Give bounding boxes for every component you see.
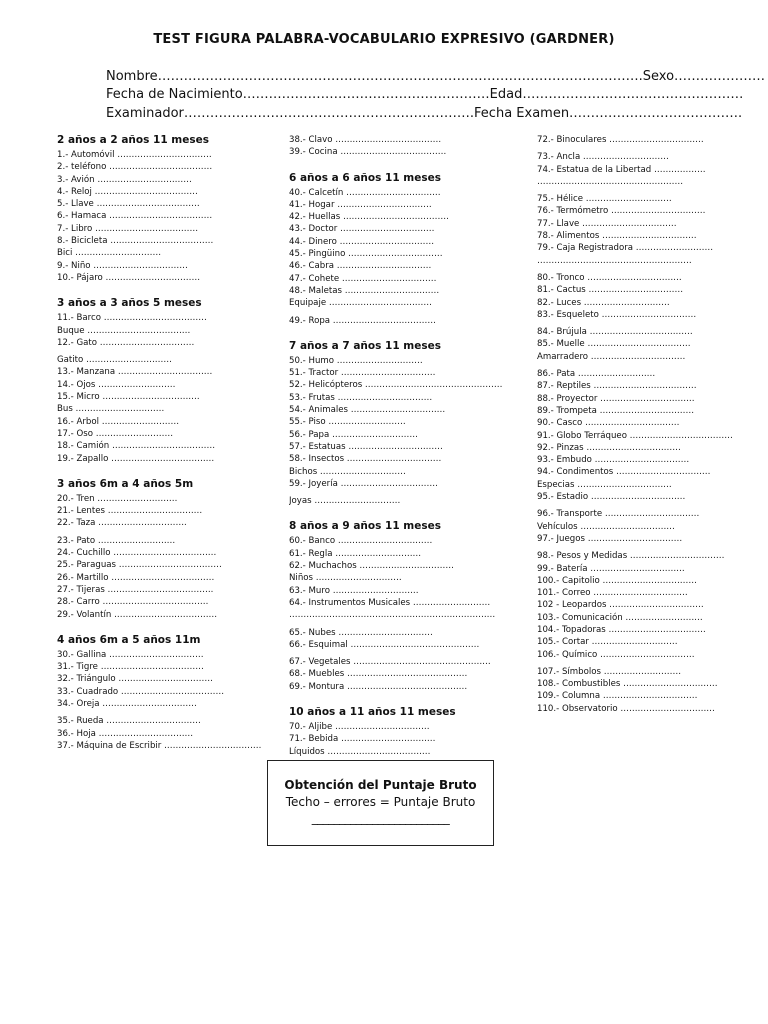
word-item[interactable]: 28.- Carro ………………………………. — [57, 597, 209, 608]
word-item[interactable]: 59.- Joyería ……………………………. — [289, 478, 438, 489]
word-item[interactable]: 98.- Pesos y Medidas …………………………… — [537, 551, 725, 562]
word-item[interactable]: 66.- Esquimal ……………………………………… — [289, 639, 480, 650]
word-item[interactable]: 75.- Hélice ………………………… — [537, 194, 672, 205]
age-section-heading: 8 años a 9 años 11 meses — [289, 520, 441, 533]
word-item[interactable]: 24.- Cuchillo ……………………………… — [57, 548, 217, 559]
word-item[interactable]: 21.- Lentes …………………………… — [57, 506, 203, 517]
word-item[interactable]: 18.- Camión ……………………………… — [57, 441, 216, 452]
word-item[interactable]: 74.- Estatua de la Libertad ……………… — [537, 164, 706, 175]
age-section-heading: 3 años a 3 años 5 meses — [57, 297, 202, 310]
word-item[interactable]: 5.- Llave ……………………………… — [57, 199, 200, 210]
word-item[interactable]: 4.- Reloj ……………………………… — [57, 186, 198, 197]
word-item[interactable]: 1.- Automóvil …………………………… — [57, 150, 212, 160]
word-item[interactable]: 91.- Globo Terráqueo ……………………………… — [537, 430, 733, 441]
word-item[interactable]: 43.- Doctor …………………………… — [289, 224, 435, 235]
word-item[interactable]: 29.- Volantín ……………………………… — [57, 609, 218, 620]
word-item[interactable]: 12.- Gato …………………………… — [57, 337, 195, 348]
word-item[interactable]: 104.- Topadoras ……………………………. — [537, 624, 706, 635]
word-item[interactable]: 49.- Ropa ……………………………… — [289, 315, 436, 326]
word-item[interactable]: 13.- Manzana …………………………… — [57, 367, 213, 378]
word-item[interactable]: Amarradero …………………………… — [537, 351, 686, 362]
age-section-heading: 10 años a 11 años 11 meses — [289, 705, 456, 718]
word-item[interactable]: 19.- Zapallo ……………………………… — [57, 453, 215, 464]
word-item[interactable]: 84.- Brújula ……………………………… — [537, 327, 693, 338]
word-item[interactable]: Niños ………………………… — [289, 573, 402, 584]
age-section-heading: 3 años 6m a 4 años 5m — [57, 477, 194, 490]
word-item[interactable]: 17.- Oso ……………………… — [57, 428, 174, 439]
word-item[interactable]: 56.- Papa ………………………… — [289, 429, 418, 440]
word-item[interactable]: 68.- Muebles …………………………………… — [289, 669, 468, 680]
age-section-heading: 2 años a 2 años 11 meses — [57, 134, 209, 146]
word-item[interactable]: 86.- Pata ……………………… — [537, 369, 656, 380]
word-item[interactable]: 44.- Dinero …………………………… — [289, 236, 435, 247]
word-item[interactable]: 65.- Nubes …………………………… — [289, 627, 433, 638]
word-item[interactable]: …………………………………………… — [537, 176, 684, 187]
word-item[interactable]: Buque ……………………………… — [57, 325, 191, 336]
word-item[interactable]: 69.- Montura …………………………………… — [289, 681, 468, 692]
word-item[interactable]: 81.- Cactus …………………………… — [537, 285, 684, 296]
raw-score-title: Obtención del Puntaje Bruto — [284, 778, 477, 792]
word-item[interactable]: 63.- Muro ………………………… — [289, 585, 419, 596]
word-item[interactable]: 23.- Pato ……………………… — [57, 535, 176, 546]
word-item[interactable]: Joyas ………………………… — [289, 496, 401, 507]
word-item[interactable]: 3.- Avión …………………………… — [57, 174, 192, 185]
word-item[interactable]: 62.- Muchachos …………………………… — [289, 561, 454, 572]
word-item[interactable]: 11.- Barco ……………………………… — [57, 313, 207, 324]
word-item[interactable]: 103.- Comunicación ……………………… — [537, 612, 703, 623]
word-item[interactable]: 27.- Tijeras ………………………………. — [57, 584, 214, 595]
field-line-birth-age[interactable]: Fecha de Nacimiento…………………………………………………Edad…………………………………………… — [106, 87, 744, 102]
word-item[interactable]: 6.- Hamaca ……………………………… — [57, 211, 213, 222]
word-item[interactable]: 48.- Maletas …………………………… — [289, 285, 440, 296]
word-item[interactable]: 45.- Pingüino …………………………… — [289, 249, 443, 260]
word-item[interactable]: 58.- Insectos …………………………… — [289, 454, 442, 465]
word-item[interactable]: 55.- Piso ……………………… — [289, 417, 406, 428]
word-item[interactable]: 50.- Humo ………………………… — [289, 355, 423, 366]
word-item[interactable]: 57.- Estatuas …………………………… — [289, 441, 443, 452]
word-item[interactable]: 60.- Banco …………………………… — [289, 536, 433, 547]
word-item[interactable]: Gatito ………………………… — [57, 355, 172, 366]
word-item[interactable]: 105.- Cortar ………………………… — [537, 637, 678, 648]
word-item[interactable]: 102 - Leopardos …………………………… — [537, 600, 704, 611]
raw-score-box — [267, 760, 494, 846]
raw-score-answer-line[interactable]: _________________________ — [311, 811, 450, 825]
word-item[interactable]: 40.- Calcetín …………………………… — [289, 187, 441, 198]
word-item[interactable]: 108.- Combustibles …………………………… — [537, 679, 718, 690]
word-item[interactable]: 70.- Aljibe …………………………… — [289, 721, 430, 732]
word-item[interactable]: Bus …………………………. — [57, 404, 165, 415]
word-item[interactable]: 46.- Cabra …………………………… — [289, 261, 432, 272]
word-item[interactable]: 97.- Juegos …………………………… — [537, 533, 683, 544]
word-item[interactable]: Vehículos …………………………… — [537, 521, 675, 532]
word-item[interactable]: 80.- Tronco …………………………… — [537, 272, 682, 283]
word-item[interactable]: ……………………………………………………………… — [289, 610, 496, 621]
word-item[interactable]: 31.- Tigre ……………………………… — [57, 662, 204, 673]
word-item[interactable]: 36.- Hoja …………………………… — [57, 728, 194, 739]
age-section-heading: 6 años a 6 años 11 meses — [289, 171, 441, 184]
word-item[interactable]: 8.- Bicicleta ……………………………… — [57, 236, 214, 247]
word-item[interactable]: 54.- Animales …………………………… — [289, 405, 446, 416]
word-item[interactable]: 25.- Paraguas ……………………………… — [57, 560, 222, 571]
word-item[interactable]: 72.- Binoculares …………………………… — [537, 135, 704, 145]
word-item[interactable]: 110.- Observatorio …………………………… — [537, 703, 715, 714]
word-item[interactable]: 106.- Químico …………………………… — [537, 649, 695, 660]
word-item[interactable]: 90.- Casco …………………………… — [537, 418, 680, 429]
word-item[interactable]: 2.- teléfono ……………………………… — [57, 162, 213, 173]
word-item[interactable]: 42.- Huellas ………………………………. — [289, 212, 449, 223]
word-item[interactable]: 94.- Condimentos …………………………… — [537, 467, 711, 478]
word-item[interactable]: 95.- Estadio …………………………… — [537, 492, 686, 503]
word-item[interactable]: 79.- Caja Registradora ……………………… — [537, 243, 714, 254]
word-item[interactable]: 41.- Hogar …………………………… — [289, 199, 432, 210]
word-item[interactable]: 107.- Símbolos ……………………… — [537, 666, 682, 677]
word-item[interactable]: Líquidos ……………………………… — [289, 746, 431, 757]
word-item[interactable]: 53.- Frutas …………………………… — [289, 392, 433, 403]
word-item[interactable]: 85.- Muelle ……………………………… — [537, 339, 691, 350]
word-item[interactable]: 34.- Oreja …………………………… — [57, 698, 197, 709]
word-item[interactable]: 47.- Cohete …………………………… — [289, 273, 437, 284]
word-column-1 — [57, 134, 265, 752]
word-item[interactable]: Especias …………………………… — [537, 479, 672, 490]
word-item[interactable]: 32.- Triángulo …………………………… — [57, 674, 213, 685]
word-item[interactable]: 15.- Micro ……………………………. — [57, 392, 200, 403]
word-item[interactable]: 83.- Esqueleto …………………………… — [537, 309, 697, 320]
word-item[interactable]: 10.- Pájaro …………………………… — [57, 272, 201, 283]
word-item[interactable]: 101.- Correo …………………………… — [537, 588, 688, 599]
age-section-heading: 7 años a 7 años 11 meses — [289, 339, 441, 352]
word-item[interactable]: 99.- Batería …………………………… — [537, 563, 685, 574]
word-item[interactable]: 96.- Transporte …………………………… — [537, 509, 700, 520]
word-item[interactable]: 33.- Cuadrado ……………………………… — [57, 686, 225, 697]
word-item[interactable]: 71.- Bebida …………………………… — [289, 734, 436, 745]
word-item[interactable]: 88.- Proyector …………………………… — [537, 393, 695, 404]
word-item[interactable]: 61.- Regla ………………………… — [289, 548, 422, 559]
age-section-heading: 4 años 6m a 5 años 11m — [57, 633, 201, 646]
word-item[interactable]: 38.- Clavo ………………………………. — [289, 135, 442, 145]
field-line-examiner-date[interactable]: Examinador………………………………………………………….Fecha Examen…………………………………. — [106, 106, 743, 121]
word-item[interactable]: 77.- Llave …………………………… — [537, 218, 677, 229]
word-item[interactable]: 92.- Pinzas …………………………… — [537, 442, 681, 453]
word-item[interactable]: 76.- Termómetro …………………………… — [537, 206, 706, 217]
word-item[interactable]: 35.- Rueda …………………………… — [57, 716, 201, 727]
word-item[interactable]: Bici ………………………… — [57, 248, 162, 259]
word-item[interactable]: 78.- Alimentos …………………………… — [537, 231, 697, 242]
word-item[interactable]: 39.- Cocina ………………………………. — [289, 147, 447, 158]
word-item[interactable]: 93.- Embudo …………………………… — [537, 455, 690, 466]
word-item[interactable]: 9.- Niño …………………………… — [57, 260, 188, 271]
word-item[interactable]: ……………………………………………… — [537, 255, 692, 266]
word-item[interactable]: Equipaje ……………………………… — [289, 298, 432, 309]
word-item[interactable]: 14.- Ojos ……………………… — [57, 379, 176, 390]
word-item[interactable]: Bichos ………………………… — [289, 466, 406, 477]
word-column-3 — [537, 134, 737, 715]
word-item[interactable]: 109.- Columna …………………………… — [537, 691, 698, 702]
word-item[interactable]: 64.- Instrumentos Musicales ……………………… — [289, 597, 491, 608]
word-item[interactable]: 73.- Ancla ………………………… — [537, 152, 669, 163]
field-line-name-sex[interactable]: Nombre………………………………………………………………………………………………….Sexo………………… — [106, 69, 766, 84]
word-item[interactable]: 16.- Arbol ……………………… — [57, 416, 180, 427]
word-item[interactable]: 82.- Luces ………………………… — [537, 297, 670, 308]
word-item[interactable]: 89.- Trompeta …………………………… — [537, 405, 695, 416]
word-item[interactable]: 7.- Libro ……………………………… — [57, 223, 199, 234]
word-column-2 — [289, 134, 504, 758]
word-item[interactable]: 22.- Taza …………………………. — [57, 518, 187, 529]
page-title: TEST FIGURA PALABRA-VOCABULARIO EXPRESIVO (GARDNER) — [153, 32, 615, 47]
word-item[interactable]: 26.- Martillo ……………………………… — [57, 572, 215, 583]
word-item[interactable]: 37.- Máquina de Escribir ……………………………. — [57, 740, 262, 751]
word-item[interactable]: 52.- Helicópteros ………………………………………… — [289, 380, 503, 391]
word-item[interactable]: 87.- Reptiles ……………………………… — [537, 381, 697, 392]
word-item[interactable]: 100.- Capitolio …………………………… — [537, 575, 697, 586]
raw-score-formula: Techo – errores = Puntaje Bruto — [285, 795, 476, 809]
word-item[interactable]: 51.- Tractor …………………………… — [289, 368, 436, 379]
word-item[interactable]: 20.- Tren ………………………. — [57, 493, 178, 504]
word-item[interactable]: 67.- Vegetales ………………………………………… — [289, 657, 491, 668]
word-item[interactable]: 30.- Gallina …………………………… — [57, 649, 204, 660]
